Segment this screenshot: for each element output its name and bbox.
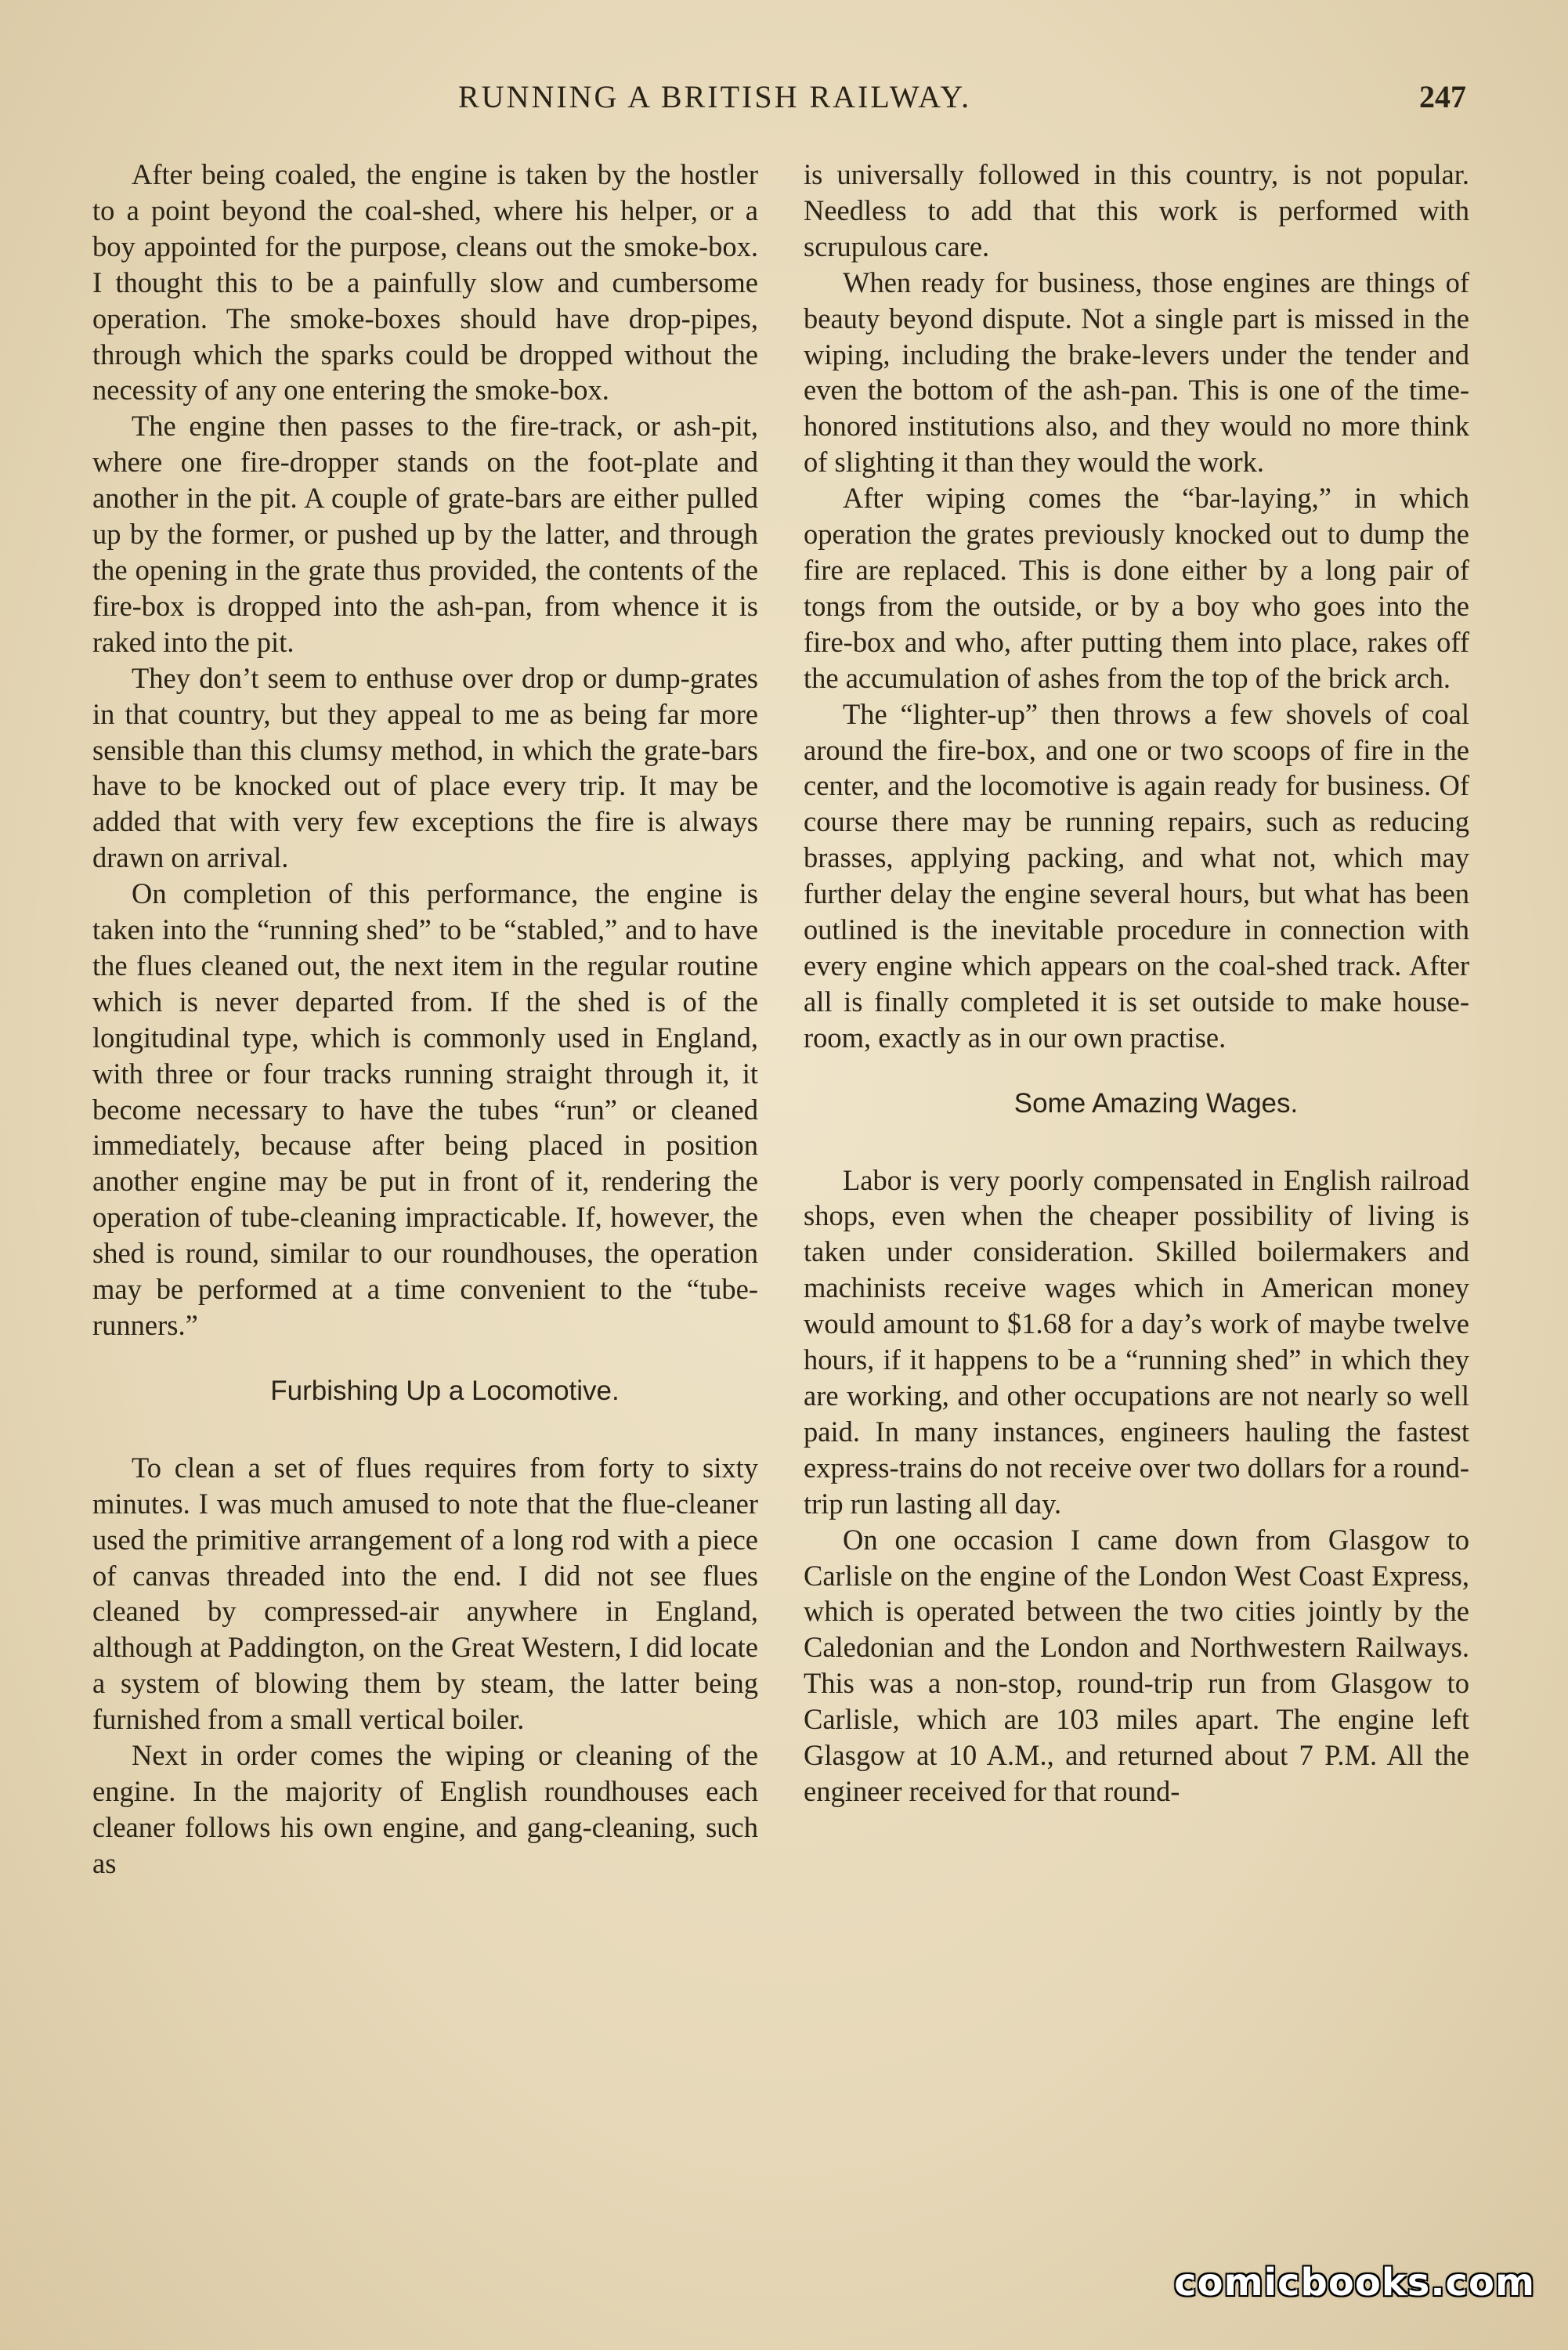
page-number: 247 <box>1419 79 1466 114</box>
paragraph: Next in order comes the wiping or cleaning of the engine. In the majority of English roundhouses each cleaner follows his own engine, and gang-cleaning, such as <box>92 1739 758 1879</box>
section-heading: Furbishing Up a Locomotive. <box>270 1375 620 1406</box>
paragraph: After wiping comes the “bar-laying,” in which operation the grates previously knocked out to dump the fire are replaced. This is done either by a long pair of tongs from the outside, or by a boy who goes into the fire-box and who, after putting them into place, rakes off the accumulation of ashes from the top of the brick arch. <box>804 482 1469 694</box>
paragraph-continued: is universally followed in this country, is not popular. Needless to add that this work is performed with scrupulous care. <box>804 158 1469 262</box>
running-head: RUNNING A BRITISH RAILWAY. <box>458 79 972 114</box>
paragraph: The engine then passes to the fire-track, or ash-pit, where one fire-dropper stands on the foot-plate and another in the pit. A couple of grate-bars are either pulled up by the former, or pushed up by the latter, and through the opening in the grate thus provided, the contents of the fire-box is dropped into the ash-pan, from whence it is raked into the pit. <box>92 410 758 658</box>
paragraph: The “lighter-up” then throws a few shovels of coal around the fire-box, and one or two scoops of fire in the center, and the locomotive is again ready for business. Of course there may be running repairs, such as reducing brasses, applying packing, and what not, which may further delay the engine several hours, but what has been outlined is the inevitable procedure in connection with every engine which appears on the coal-shed track. After all is finally completed it is set outside to make house-room, exactly as in our own practise. <box>804 697 1469 1054</box>
site-watermark: comicbooks.com <box>1174 2261 1535 2305</box>
right-column <box>804 157 1469 1810</box>
paragraph: To clean a set of flues requires from forty to sixty minutes. I was much amused to note that the flue-cleaner used the primitive arrangement of a long rod with a piece of canvas threaded into the end. I did not see flues cleaned by compressed-air anywhere in England, although at Paddington, on the Great Western, I did locate a system of blowing them by steam, the latter being furnished from a small vertical boiler. <box>92 1451 758 1736</box>
section-heading: Some Amazing Wages. <box>1013 1087 1299 1119</box>
left-column <box>92 157 758 1882</box>
paragraph: Labor is very poorly compensated in English railroad shops, even when the cheaper possibility of living is taken under consideration. Skilled boilermakers and machinists receive wages which in American money would amount to $1.68 for a day’s work of maybe twelve hours, if it happens to be a “running shed” in which they are working, and other occupations are not nearly so well paid. In many instances, engineers hauling the fastest express-trains do not receive over two dollars for a round-trip run lasting all day. <box>804 1163 1469 1520</box>
page-header <box>0 78 1568 125</box>
paragraph: On one occasion I came down from Glasgow to Carlisle on the engine of the London West Coast Express, which is operated between the two cities jointly by the Caledonian and the London and Northwestern Railways. This was a non-stop, round-trip run from Glasgow to Carlisle, which are 103 miles apart. The engine left Glasgow at 10 A.M., and returned about 7 P.M. All the engineer received for that round- <box>804 1523 1469 1807</box>
paragraph: They don’t seem to enthuse over drop or dump-grates in that country, but they appeal to me as being far more sensible than this clumsy method, in which the grate-bars have to be knocked out of place every trip. It may be added that with very few exceptions the fire is always drawn on arrival. <box>92 661 758 874</box>
paragraph: When ready for business, those engines are things of beauty beyond dispute. Not a single part is missed in the wiping, including the brake-levers under the tender and even the bottom of the ash-pan. This is one of the time-honored institutions also, and they would no more think of slighting it than they would the work. <box>804 266 1469 479</box>
paragraph: After being coaled, the engine is taken by the hostler to a point beyond the coal-shed, where his helper, or a boy appointed for the purpose, cleans out the smoke-box. I thought this to be a painfully slow and cumbersome operation. The smoke-boxes should have drop-pipes, through which the sparks could be dropped without the necessity of any one entering the smoke-box. <box>92 158 758 407</box>
paragraph: On completion of this performance, the engine is taken into the “running shed” to be “stabled,” and to have the flues cleaned out, the next item in the regular routine which is never departed from. If the shed is of the longitudinal type, which is commonly used in England, with three or four tracks running straight through it, it become necessary to have the tubes “run” or cleaned immediately, because after being placed in position another engine may be put in front of it, rendering the operation of tube-cleaning impracticable. If, however, the shed is round, similar to our roundhouses, the operation may be performed at a time convenient to the “tube-runners.” <box>92 877 758 1341</box>
